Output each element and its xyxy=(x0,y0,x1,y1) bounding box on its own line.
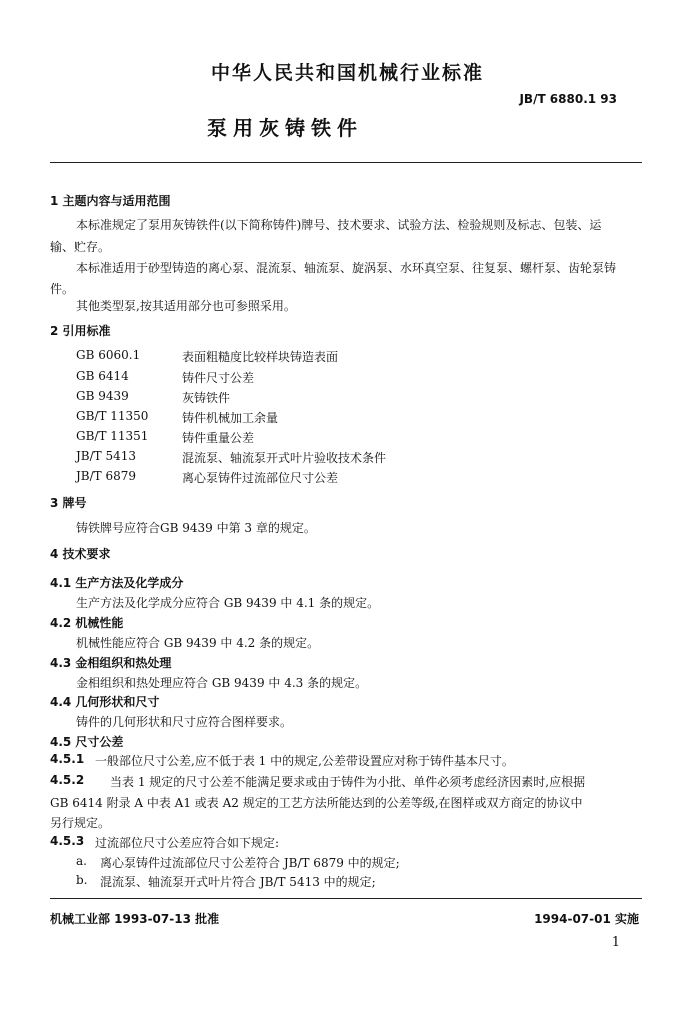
ref-name-3: 灰铸铁件 xyxy=(182,391,231,405)
document-title: 泵用灰铸铁件 xyxy=(207,116,363,140)
section-4-1-text: 生产方法及化学成分应符合 GB 9439 中 4.1 条的规定。 xyxy=(76,596,380,610)
ref-name-4: 铸件机械加工余量 xyxy=(182,411,279,425)
standard-code: JB/T 6880.1 93 xyxy=(519,92,617,106)
section-4-5-2-line-1: 当表 1 规定的尺寸公差不能满足要求或由于铸件为小批、单件必须考虑经济因素时,应根据 xyxy=(110,775,586,789)
section-2-heading: 2 引用标准 xyxy=(50,324,111,338)
section-1-para-2-line-2: 件。 xyxy=(50,282,75,296)
section-3-heading: 3 牌号 xyxy=(50,496,87,510)
section-4-3-text: 金相组织和热处理应符合 GB 9439 中 4.3 条的规定。 xyxy=(76,676,368,690)
section-4-1-heading: 4.1 生产方法及化学成分 xyxy=(50,576,184,590)
section-1-para-1-line-1: 本标准规定了泵用灰铸铁件(以下简称铸件)牌号、技术要求、试验方法、检验规则及标志、包装、运 xyxy=(76,218,602,232)
ref-name-6: 混流泵、轴流泵开式叶片验收技术条件 xyxy=(182,451,387,465)
section-4-heading: 4 技术要求 xyxy=(50,547,111,561)
item-a-text: 离心泵铸件过流部位尺寸公差符合 JB/T 6879 中的规定; xyxy=(100,856,400,870)
org-title: 中华人民共和国机械行业标准 xyxy=(210,62,484,84)
section-1-para-3: 其他类型泵,按其适用部分也可参照采用。 xyxy=(76,299,296,313)
section-4-5-3-text: 过流部位尺寸公差应符合如下规定: xyxy=(95,836,280,850)
section-4-4-heading: 4.4 几何形状和尺寸 xyxy=(50,695,160,709)
ref-name-2: 铸件尺寸公差 xyxy=(182,371,255,385)
section-4-2-heading: 4.2 机械性能 xyxy=(50,616,124,630)
section-4-5-1-text: 一般部位尺寸公差,应不低于表 1 中的规定,公差带设置应对称于铸件基本尺寸。 xyxy=(95,754,514,768)
section-1-para-2-line-1: 本标准适用于砂型铸造的离心泵、混流泵、轴流泵、旋涡泵、水环真空泵、往复泵、螺杆泵、齿轮泵铸 xyxy=(76,261,617,275)
bottom-divider xyxy=(50,898,642,899)
section-1-para-1-line-2: 输、贮存。 xyxy=(50,240,111,254)
ref-code-4: GB/T 11350 xyxy=(76,409,149,423)
approval-date: 机械工业部 1993-07-13 批准 xyxy=(50,912,220,926)
ref-name-7: 离心泵铸件过流部位尺寸公差 xyxy=(182,471,339,485)
section-3-para: 铸铁牌号应符合GB 9439 中第 3 章的规定。 xyxy=(76,521,316,535)
section-4-5-2-line-2: GB 6414 附录 A 中表 A1 或表 A2 规定的工艺方法所能达到的公差等级,在图样或双方商定的协议中 xyxy=(50,796,583,810)
ref-code-1: GB 6060.1 xyxy=(76,348,141,362)
ref-code-7: JB/T 6879 xyxy=(76,469,137,483)
section-4-5-2-number: 4.5.2 xyxy=(50,773,85,787)
ref-code-2: GB 6414 xyxy=(76,369,129,383)
section-1-heading: 1 主题内容与适用范围 xyxy=(50,194,171,208)
section-4-3-heading: 4.3 金相组织和热处理 xyxy=(50,656,172,670)
ref-name-1: 表面粗糙度比较样块铸造表面 xyxy=(182,350,339,364)
item-b-text: 混流泵、轴流泵开式叶片符合 JB/T 5413 中的规定; xyxy=(100,875,376,889)
section-4-5-heading: 4.5 尺寸公差 xyxy=(50,735,124,749)
ref-code-3: GB 9439 xyxy=(76,389,129,403)
section-4-4-text: 铸件的几何形状和尺寸应符合图样要求。 xyxy=(76,715,293,729)
page-number: 1 xyxy=(611,935,620,950)
ref-name-5: 铸件重量公差 xyxy=(182,431,255,445)
implementation-date: 1994-07-01 实施 xyxy=(534,912,639,926)
section-4-5-1-number: 4.5.1 xyxy=(50,752,85,766)
item-a-label: a. xyxy=(76,854,87,868)
item-b-label: b. xyxy=(76,873,88,887)
ref-code-6: JB/T 5413 xyxy=(76,449,137,463)
section-4-2-text: 机械性能应符合 GB 9439 中 4.2 条的规定。 xyxy=(76,636,320,650)
ref-code-5: GB/T 11351 xyxy=(76,429,149,443)
section-4-5-2-line-3: 另行规定。 xyxy=(50,816,111,830)
section-4-5-3-number: 4.5.3 xyxy=(50,834,85,848)
top-divider xyxy=(50,162,642,163)
